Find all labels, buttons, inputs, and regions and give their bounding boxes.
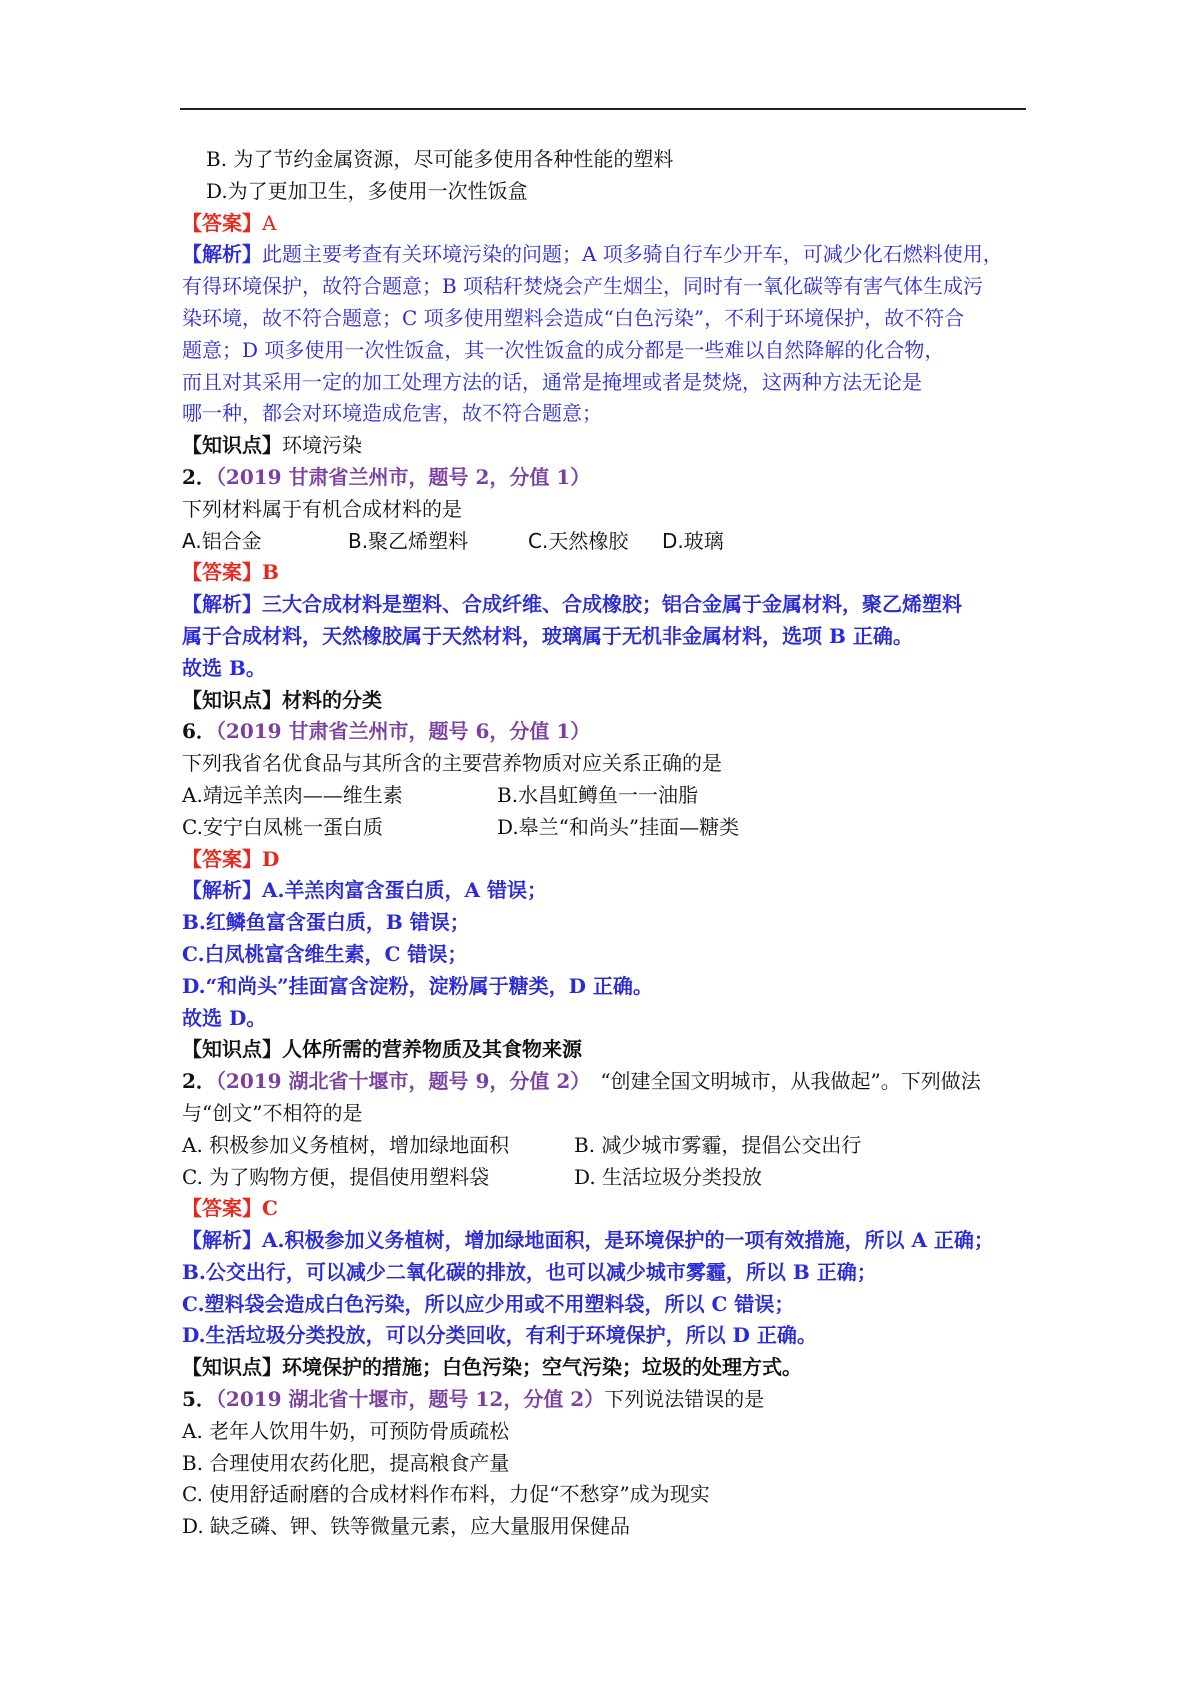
- knowledge-text: 环境污染: [282, 433, 362, 458]
- analysis-text: 故选 D。: [182, 1005, 267, 1030]
- q1-option-b: B. 为了节约金属资源，尽可能多使用各种性能的塑料: [206, 147, 674, 171]
- analysis-text: 哪一种，都会对环境造成危害，故不符合题意；: [182, 401, 602, 426]
- question-number: 6．: [182, 719, 216, 744]
- q2-answer-line: [182, 557, 1030, 589]
- analysis-text: 三大合成材料是塑料、合成纤维、合成橡胶；铝合金属于金属材料，聚乙烯塑料: [262, 592, 962, 617]
- option-d: D.皋兰“和尚头”挂面—糖类: [497, 814, 740, 839]
- option-b: B.水昌虹鳟鱼一一油脂: [497, 782, 699, 807]
- knowledge-tag: 【知识点】: [182, 433, 282, 458]
- answer-value: B: [262, 560, 279, 585]
- analysis-text: 属于合成材料，天然橡胶属于天然材料，玻璃属于无机非金属材料，选项 B 正确。: [182, 623, 913, 648]
- q1-option-d: D.为了更加卫生，多使用一次性饭盒: [206, 178, 528, 203]
- option-d: D. 生活垃圾分类投放: [574, 1164, 763, 1189]
- q6-options-row-1: [182, 780, 1030, 812]
- analysis-text: A.积极参加义务植树，增加绿地面积，是环境保护的一项有效措施，所以 A 正确；: [262, 1228, 994, 1253]
- knowledge-text: 材料的分类: [282, 687, 382, 712]
- analysis-text: D.“和尚头”挂面富含淀粉，淀粉属于糖类，D 正确。: [182, 973, 653, 998]
- answer-value: D: [262, 846, 280, 871]
- analysis-tag: 【解析】: [182, 878, 262, 903]
- answer-tag: 【答案】: [182, 210, 262, 235]
- option-a: A. 积极参加义务植树，增加绿地面积: [182, 1132, 510, 1157]
- option-c: C. 使用舒适耐磨的合成材料作布料，力促“不愁穿”成为现实: [182, 1482, 710, 1507]
- option-c: C. 为了购物方便，提倡使用塑料袋: [182, 1164, 490, 1189]
- knowledge-tag: 【知识点】: [182, 1355, 282, 1380]
- option-d: D.玻璃: [662, 528, 724, 553]
- q2b-analysis-line: [182, 1225, 1030, 1257]
- analysis-text: 染环境，故不符合题意；C 项多使用塑料会造成“白色污染”，不利于环境保护，故不符合: [182, 305, 965, 330]
- analysis-text: A.羊羔肉富含蛋白质，A 错误；: [262, 878, 547, 903]
- analysis-text: B.公交出行，可以减少二氧化碳的排放，也可以减少城市雾霾，所以 B 正确；: [182, 1259, 877, 1284]
- question-source: （2019 甘肃省兰州市，题号 6，分值 1）: [215, 719, 591, 744]
- question-source: （2019 湖北省十堰市，题号 9，分值 2）: [215, 1069, 591, 1094]
- analysis-text: 此题主要考查有关环境污染的问题；A 项多骑自行车少开车，可减少化石燃料使用，: [262, 242, 1003, 267]
- analysis-text: B.红鳞鱼富含蛋白质，B 错误；: [182, 910, 470, 935]
- question-stem: 下列我省名优食品与其所含的主要营养物质对应关系正确的是: [182, 751, 722, 776]
- document-page: [182, 144, 1030, 1543]
- question-source: （2019 湖北省十堰市，题号 12，分值 2）: [215, 1387, 605, 1412]
- option-d: D. 缺乏磷、钾、铁等微量元素，应大量服用保健品: [182, 1514, 631, 1539]
- knowledge-text: 人体所需的营养物质及其食物来源: [282, 1037, 582, 1062]
- question-number: 5．: [182, 1387, 216, 1412]
- question-source: （2019 甘肃省兰州市，题号 2，分值 1）: [215, 464, 591, 489]
- q6-knowledge-line: [182, 1034, 1030, 1066]
- q1-knowledge-line: [182, 430, 1030, 462]
- q6-header: [182, 716, 1030, 748]
- q2-knowledge-line: [182, 685, 1030, 717]
- analysis-tag: 【解析】: [182, 592, 262, 617]
- analysis-tag: 【解析】: [182, 1228, 262, 1253]
- analysis-text: 有得环境保护，故符合题意；B 项秸秆焚烧会产生烟尘，同时有一氧化碳等有害气体生成污: [182, 274, 984, 299]
- q2b-answer-line: [182, 1193, 1030, 1225]
- analysis-text: C.白凤桃富含维生素，C 错误；: [182, 941, 468, 966]
- option-b: B. 合理使用农药化肥，提高粮食产量: [182, 1450, 510, 1475]
- question-number: 2．: [182, 464, 216, 489]
- knowledge-tag: 【知识点】: [182, 1037, 282, 1062]
- option-a: A.铝合金: [182, 528, 262, 553]
- knowledge-tag: 【知识点】: [182, 687, 282, 712]
- q6-analysis-line: [182, 875, 1030, 907]
- answer-value: C: [262, 1196, 278, 1221]
- analysis-text: 题意；D 项多使用一次性饭盒，其一次性饭盒的成分都是一些难以自然降解的化合物，: [182, 337, 945, 362]
- option-c: C.天然橡胶: [528, 528, 629, 553]
- q2-options: [182, 526, 1030, 558]
- question-stem: 下列材料属于有机合成材料的是: [182, 496, 462, 521]
- analysis-text: C.塑料袋会造成白色污染，所以应少用或不用塑料袋，所以 C 错误；: [182, 1291, 795, 1316]
- q1-answer-line: [182, 208, 1030, 240]
- option-b: B. 减少城市雾霾，提倡公交出行: [574, 1132, 862, 1157]
- q2b-knowledge-line: [182, 1352, 1030, 1384]
- q2b-options-row-1: [182, 1130, 1030, 1162]
- question-number: 2．: [182, 1069, 216, 1094]
- analysis-text: D.生活垃圾分类投放，可以分类回收，有利于环境保护，所以 D 正确。: [182, 1323, 817, 1348]
- analysis-text: 故选 B。: [182, 655, 266, 680]
- q2b-header: [182, 1066, 1030, 1098]
- header-rule: [180, 108, 1026, 110]
- question-stem: “创建全国文明城市，从我做起”。下列做法: [600, 1069, 981, 1094]
- option-c: C.安宁白凤桃一蛋白质: [182, 814, 383, 839]
- answer-value: A: [262, 210, 277, 235]
- answer-tag: 【答案】: [182, 560, 262, 585]
- q2-header: [182, 462, 1030, 494]
- question-stem-continued: 与“创文”不相符的是: [182, 1100, 363, 1125]
- q6-answer-line: [182, 844, 1030, 876]
- q6-options-row-2: [182, 812, 1030, 844]
- q1-analysis-line: [182, 239, 1030, 271]
- option-a: A.靖远羊羔肉——维生素: [182, 782, 403, 807]
- q2-analysis-line: [182, 589, 1030, 621]
- answer-tag: 【答案】: [182, 846, 262, 871]
- question-stem: 下列说法错误的是: [604, 1387, 765, 1412]
- option-a: A. 老年人饮用牛奶，可预防骨质疏松: [182, 1418, 510, 1443]
- analysis-tag: 【解析】: [182, 242, 262, 267]
- answer-tag: 【答案】: [182, 1196, 262, 1221]
- q2b-options-row-2: [182, 1162, 1030, 1194]
- analysis-text: 而且对其采用一定的加工处理方法的话，通常是掩埋或者是焚烧，这两种方法无论是: [182, 369, 922, 394]
- knowledge-text: 环境保护的措施；白色污染；空气污染；垃圾的处理方式。: [282, 1355, 802, 1380]
- q5-header: [182, 1384, 1030, 1416]
- option-b: B.聚乙烯塑料: [348, 528, 469, 553]
